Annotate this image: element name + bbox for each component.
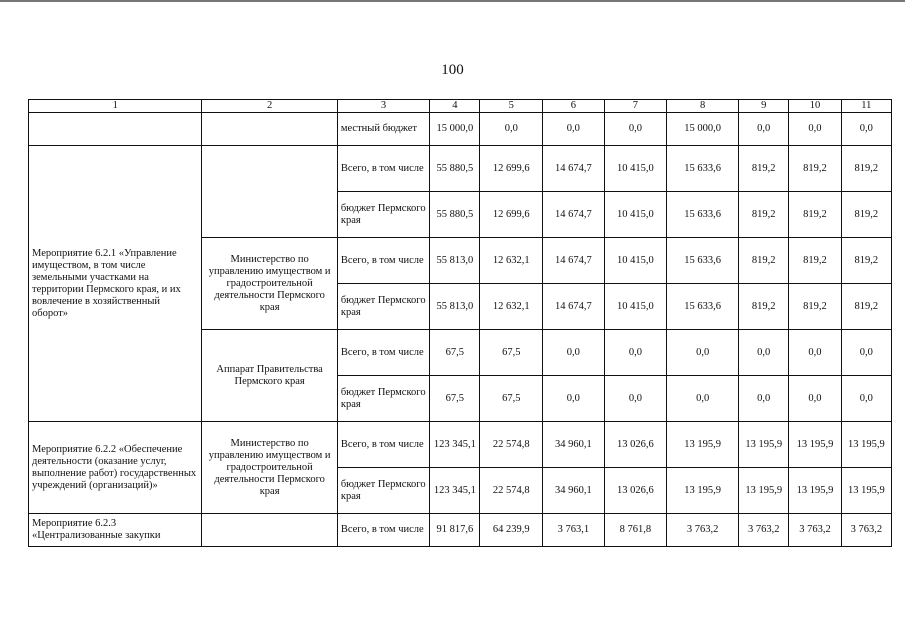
value-cell: 819,2 bbox=[789, 238, 841, 284]
value-cell: 12 632,1 bbox=[480, 284, 543, 330]
budget-table bbox=[28, 99, 892, 547]
value-cell: 123 345,1 bbox=[430, 422, 480, 468]
header-cell: 8 bbox=[667, 100, 739, 113]
value-cell: 3 763,2 bbox=[789, 514, 841, 547]
value-cell: 55 813,0 bbox=[430, 238, 480, 284]
value-cell: 15 633,6 bbox=[667, 284, 739, 330]
value-cell: 0,0 bbox=[789, 376, 841, 422]
value-cell: 0,0 bbox=[739, 376, 789, 422]
value-cell: 14 674,7 bbox=[543, 192, 605, 238]
source-cell: бюджет Пермского края bbox=[337, 468, 429, 514]
source-cell: Всего, в том числе bbox=[337, 514, 429, 547]
value-cell: 13 195,9 bbox=[667, 422, 739, 468]
executor-cell: Министерство по управлению имуществом и градостроительной деятельности Пермского края bbox=[202, 422, 337, 514]
value-cell: 55 880,5 bbox=[430, 192, 480, 238]
value-cell: 3 763,2 bbox=[667, 514, 739, 547]
value-cell: 34 960,1 bbox=[543, 422, 605, 468]
value-cell: 3 763,1 bbox=[543, 514, 605, 547]
header-cell: 5 bbox=[480, 100, 543, 113]
value-cell: 8 761,8 bbox=[604, 514, 667, 547]
value-cell: 15 633,6 bbox=[667, 192, 739, 238]
value-cell: 0,0 bbox=[667, 376, 739, 422]
executor-cell: Министерство по управлению имуществом и градостроительной деятельности Пермского края bbox=[202, 238, 337, 330]
value-cell: 55 880,5 bbox=[430, 146, 480, 192]
value-cell: 13 195,9 bbox=[841, 422, 891, 468]
value-cell: 13 026,6 bbox=[604, 468, 667, 514]
value-cell: 0,0 bbox=[841, 376, 891, 422]
value-cell: 15 633,6 bbox=[667, 146, 739, 192]
value-cell: 819,2 bbox=[739, 192, 789, 238]
header-cell: 2 bbox=[202, 100, 337, 113]
header-row bbox=[29, 100, 892, 113]
source-cell: Всего, в том числе bbox=[337, 146, 429, 192]
value-cell: 0,0 bbox=[604, 330, 667, 376]
value-cell: 13 195,9 bbox=[789, 468, 841, 514]
header-cell: 3 bbox=[337, 100, 429, 113]
executor-cell-empty bbox=[202, 113, 337, 146]
value-cell: 0,0 bbox=[667, 330, 739, 376]
header-cell: 7 bbox=[604, 100, 667, 113]
value-cell: 819,2 bbox=[739, 284, 789, 330]
header-cell: 11 bbox=[841, 100, 891, 113]
value-cell: 0,0 bbox=[739, 330, 789, 376]
value-cell: 13 195,9 bbox=[667, 468, 739, 514]
value-cell: 0,0 bbox=[841, 113, 891, 146]
value-cell: 0,0 bbox=[739, 113, 789, 146]
event-name-cell: Мероприятие 6.2.1 «Управление имуществом, в том числе земельными участками на территории Пермского края, и их вовлечение в хозяйственный оборот» bbox=[29, 146, 202, 422]
value-cell: 819,2 bbox=[739, 146, 789, 192]
value-cell: 10 415,0 bbox=[604, 238, 667, 284]
header-cell: 9 bbox=[739, 100, 789, 113]
value-cell: 91 817,6 bbox=[430, 514, 480, 547]
value-cell: 64 239,9 bbox=[480, 514, 543, 547]
value-cell: 819,2 bbox=[789, 146, 841, 192]
value-cell: 0,0 bbox=[543, 113, 605, 146]
value-cell: 22 574,8 bbox=[480, 422, 543, 468]
source-cell: бюджет Пермского края bbox=[337, 192, 429, 238]
value-cell: 14 674,7 bbox=[543, 284, 605, 330]
value-cell: 3 763,2 bbox=[841, 514, 891, 547]
value-cell: 0,0 bbox=[841, 330, 891, 376]
table-row bbox=[29, 514, 892, 547]
value-cell: 12 699,6 bbox=[480, 146, 543, 192]
value-cell: 12 699,6 bbox=[480, 192, 543, 238]
value-cell: 123 345,1 bbox=[430, 468, 480, 514]
value-cell: 0,0 bbox=[604, 113, 667, 146]
event-name-cell: Мероприятие 6.2.3 «Централизованные закупки bbox=[29, 514, 202, 547]
value-cell: 819,2 bbox=[789, 284, 841, 330]
page-number: 100 bbox=[441, 62, 464, 78]
value-cell: 0,0 bbox=[543, 330, 605, 376]
table-row bbox=[29, 146, 892, 192]
header-cell: 10 bbox=[789, 100, 841, 113]
value-cell: 14 674,7 bbox=[543, 238, 605, 284]
value-cell: 0,0 bbox=[604, 376, 667, 422]
table-row bbox=[29, 113, 892, 146]
header-cell: 4 bbox=[430, 100, 480, 113]
executor-cell-empty bbox=[202, 146, 337, 238]
value-cell: 15 000,0 bbox=[430, 113, 480, 146]
header-cell: 1 bbox=[29, 100, 202, 113]
header-cell: 6 bbox=[543, 100, 605, 113]
value-cell: 15 633,6 bbox=[667, 238, 739, 284]
value-cell: 67,5 bbox=[480, 330, 543, 376]
source-cell: бюджет Пермского края bbox=[337, 284, 429, 330]
value-cell: 55 813,0 bbox=[430, 284, 480, 330]
value-cell: 12 632,1 bbox=[480, 238, 543, 284]
value-cell: 13 195,9 bbox=[789, 422, 841, 468]
value-cell: 14 674,7 bbox=[543, 146, 605, 192]
value-cell: 13 195,9 bbox=[841, 468, 891, 514]
value-cell: 819,2 bbox=[789, 192, 841, 238]
value-cell: 0,0 bbox=[480, 113, 543, 146]
value-cell: 819,2 bbox=[841, 238, 891, 284]
value-cell: 3 763,2 bbox=[739, 514, 789, 547]
name-cell-empty bbox=[29, 113, 202, 146]
value-cell: 0,0 bbox=[789, 113, 841, 146]
value-cell: 0,0 bbox=[789, 330, 841, 376]
value-cell: 819,2 bbox=[841, 146, 891, 192]
source-cell: Всего, в том числе bbox=[337, 422, 429, 468]
scan-top-edge bbox=[0, 0, 905, 2]
value-cell: 819,2 bbox=[841, 284, 891, 330]
executor-cell: Аппарат Правительства Пермского края bbox=[202, 330, 337, 422]
source-cell: местный бюджет bbox=[337, 113, 429, 146]
value-cell: 15 000,0 bbox=[667, 113, 739, 146]
value-cell: 13 026,6 bbox=[604, 422, 667, 468]
value-cell: 819,2 bbox=[739, 238, 789, 284]
source-cell: бюджет Пермского края bbox=[337, 376, 429, 422]
value-cell: 67,5 bbox=[430, 376, 480, 422]
value-cell: 13 195,9 bbox=[739, 422, 789, 468]
source-cell: Всего, в том числе bbox=[337, 238, 429, 284]
table-row bbox=[29, 422, 892, 468]
value-cell: 0,0 bbox=[543, 376, 605, 422]
value-cell: 67,5 bbox=[480, 376, 543, 422]
executor-cell-empty bbox=[202, 514, 337, 547]
value-cell: 819,2 bbox=[841, 192, 891, 238]
value-cell: 10 415,0 bbox=[604, 284, 667, 330]
value-cell: 10 415,0 bbox=[604, 192, 667, 238]
event-name-cell: Мероприятие 6.2.2 «Обеспечение деятельности (оказание услуг, выполнение работ) государственных учреждений (организаций)» bbox=[29, 422, 202, 514]
source-cell: Всего, в том числе bbox=[337, 330, 429, 376]
value-cell: 34 960,1 bbox=[543, 468, 605, 514]
value-cell: 22 574,8 bbox=[480, 468, 543, 514]
value-cell: 10 415,0 bbox=[604, 146, 667, 192]
value-cell: 13 195,9 bbox=[739, 468, 789, 514]
value-cell: 67,5 bbox=[430, 330, 480, 376]
